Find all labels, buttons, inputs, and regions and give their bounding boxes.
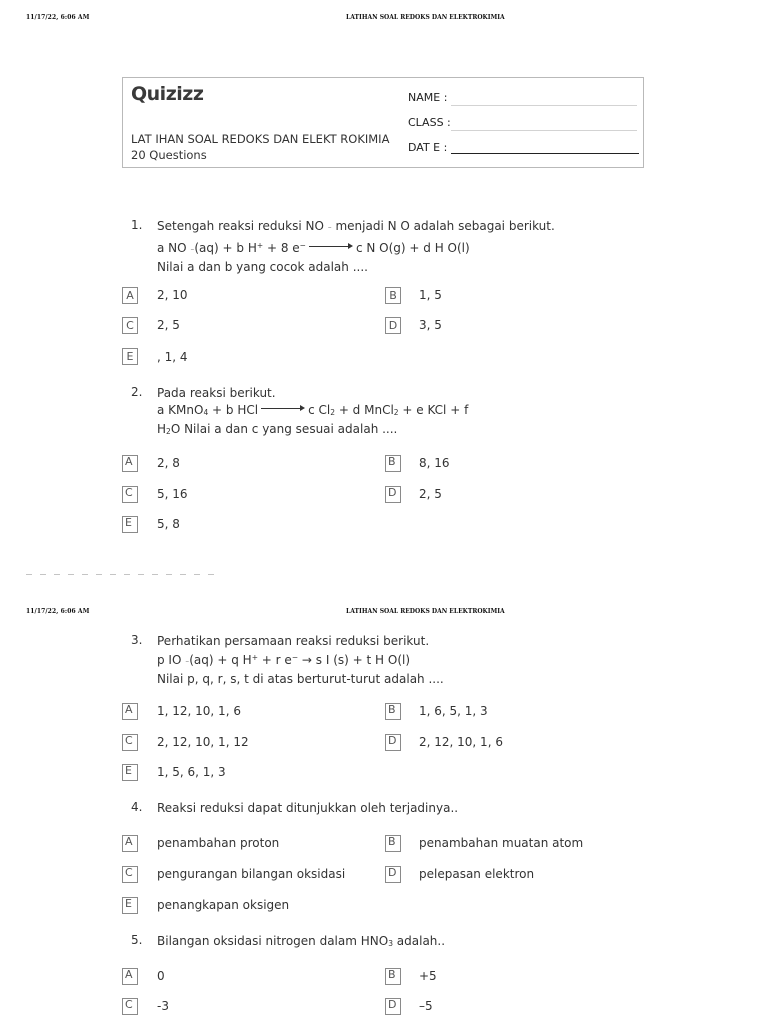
option-box-b[interactable]: B: [385, 455, 401, 472]
question-number: 4.: [131, 800, 143, 814]
option-box-d[interactable]: D: [385, 734, 401, 751]
option-box-b[interactable]: B: [385, 835, 401, 852]
name-label: NAME :: [408, 91, 448, 104]
question-4-text: Reaksi reduksi dapat ditunjukkan oleh terjadinya..: [157, 801, 459, 815]
option-text: pelepasan elektron: [419, 867, 535, 881]
option-text: 2, 5: [157, 318, 180, 332]
option-box-b[interactable]: B: [385, 287, 401, 304]
question-number: 2.: [131, 385, 143, 399]
option-box-c[interactable]: C: [122, 998, 138, 1015]
question-3-text: Perhatikan persamaan reaksi reduksi berikut. p IO ⁻(aq) + q H+ + r e− → s I (s) + t H O(l) Nilai p, q, r, s, t di atas berturut-turut adalah ....: [157, 634, 444, 686]
option-text: 5, 16: [157, 487, 188, 501]
option-text: 2, 10: [157, 288, 188, 302]
option-box-e[interactable]: E: [122, 764, 138, 781]
option-text: 1, 5, 6, 1, 3: [157, 765, 226, 779]
question-number: 1.: [131, 218, 143, 232]
option-text: , 1, 4: [157, 350, 188, 364]
option-box-d[interactable]: D: [385, 866, 401, 883]
option-text: 1, 5: [419, 288, 442, 302]
option-box-a[interactable]: A: [122, 968, 138, 985]
option-box-a[interactable]: A: [122, 703, 138, 720]
question-number: 5.: [131, 933, 143, 947]
class-line[interactable]: [451, 130, 637, 131]
option-text: +5: [419, 969, 437, 983]
option-text: 2, 12, 10, 1, 12: [157, 735, 249, 749]
option-text: -3: [157, 999, 169, 1013]
option-box-b[interactable]: B: [385, 703, 401, 720]
option-text: penambahan muatan atom: [419, 836, 584, 850]
option-text: 8, 16: [419, 456, 450, 470]
option-box-c[interactable]: C: [122, 317, 138, 334]
page-title: LATIHAN SOAL REDOKS DAN ELEKTROKIMIA: [346, 608, 505, 615]
option-text: 2, 12, 10, 1, 6: [419, 735, 503, 749]
option-text: penangkapan oksigen: [157, 898, 290, 912]
option-text: 1, 12, 10, 1, 6: [157, 704, 241, 718]
option-box-e[interactable]: E: [122, 897, 138, 914]
option-text: 2, 5: [419, 487, 442, 501]
option-box-a[interactable]: A: [122, 455, 138, 472]
page-footer-url: [26, 574, 216, 575]
option-box-a[interactable]: A: [122, 287, 138, 304]
option-box-c[interactable]: C: [122, 486, 138, 503]
option-text: –5: [419, 999, 433, 1013]
option-box-d[interactable]: D: [385, 486, 401, 503]
option-box-e[interactable]: E: [122, 516, 138, 533]
option-box-e[interactable]: E: [122, 348, 138, 365]
date-label: DAT E :: [408, 141, 448, 154]
option-text: 5, 8: [157, 517, 180, 531]
option-box-b[interactable]: B: [385, 968, 401, 985]
date-line[interactable]: [451, 153, 639, 154]
class-label: CLASS :: [408, 116, 451, 129]
question-5-text: Bilangan oksidasi nitrogen dalam HNO3 adalah..: [157, 934, 446, 948]
option-box-d[interactable]: D: [385, 998, 401, 1015]
quizizz-logo: Quizizz: [131, 83, 204, 105]
option-text: 3, 5: [419, 318, 442, 332]
option-box-c[interactable]: C: [122, 866, 138, 883]
quiz-title: LAT IHAN SOAL REDOKS DAN ELEKT ROKIMIA: [131, 132, 390, 146]
option-box-d[interactable]: D: [385, 317, 401, 334]
page-timestamp: 11/17/22, 6:06 AM: [26, 608, 90, 615]
option-text: 0: [157, 969, 165, 983]
question-2-text: Pada reaksi berikut. a KMnO4 + b HCl c Cl2 + d MnCl2 + e KCl + f H2O Nilai a dan c yang sesuai adalah ....: [157, 386, 469, 436]
question-count: 20 Questions: [131, 148, 207, 162]
reaction-arrow-icon: [309, 242, 353, 250]
reaction-arrow-icon: [261, 404, 305, 412]
name-line[interactable]: [451, 105, 637, 106]
question-number: 3.: [131, 633, 143, 647]
option-text: 2, 8: [157, 456, 180, 470]
option-box-c[interactable]: C: [122, 734, 138, 751]
page-timestamp: 11/17/22, 6:06 AM: [26, 14, 90, 21]
page-title: LATIHAN SOAL REDOKS DAN ELEKTROKIMIA: [346, 14, 505, 21]
option-text: 1, 6, 5, 1, 3: [419, 704, 488, 718]
option-text: pengurangan bilangan oksidasi: [157, 867, 346, 881]
option-text: penambahan proton: [157, 836, 280, 850]
question-1-text: Setengah reaksi reduksi NO ⁻ menjadi N O adalah sebagai berikut. a NO ⁻(aq) + b H+ + 8 e− c N O(g) + d H O(l) Nilai a dan b yang cocok adalah ....: [157, 219, 555, 274]
option-box-a[interactable]: A: [122, 835, 138, 852]
